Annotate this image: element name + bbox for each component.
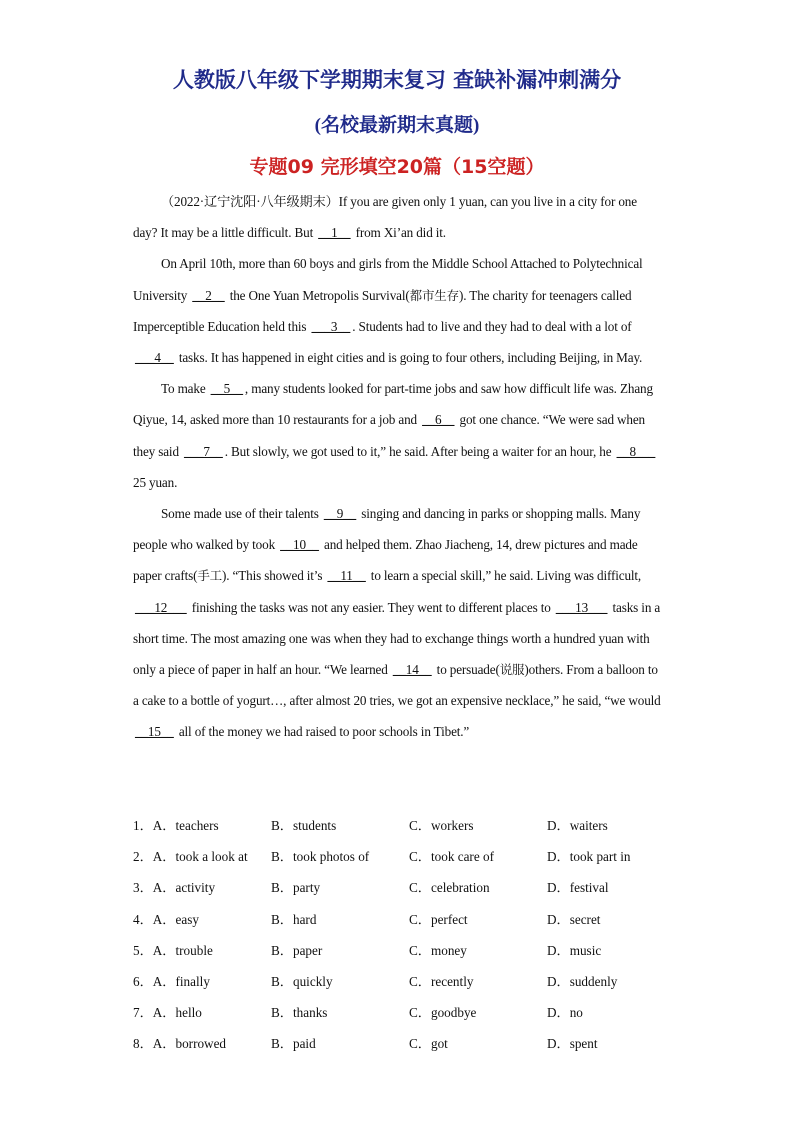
option: D．took part in — [547, 849, 631, 865]
option: D．spent — [547, 1036, 598, 1052]
question-row: 7．A．hello B．thanks C．goodbye D．no — [133, 996, 693, 1027]
option: B．thanks — [271, 1005, 328, 1021]
paragraph-3: To make __5__ , many students looked for part-time jobs and saw how difficult life was. Zhang Qiyue, 14, asked more than 10 restaurants for a job and __6__ got one chance. “We were sad when they said ___7__ . But slowly, we got used to it,” he said. After being a waiter for an hour, he __8___ 25 yuan. — [133, 381, 656, 490]
question-row: 3．A．activity B．party C．celebration D．festival — [133, 871, 693, 902]
option: C．perfect — [409, 911, 468, 927]
question-row: 4．A．easy B．hard C．perfect D．secret — [133, 903, 693, 934]
blank-5: __5__ — [210, 381, 243, 397]
paragraph-4: Some made use of their talents __9__ singing and dancing in parks or shopping malls. Many people who walked by took __10__ and helped them. Zhao Jiacheng, 14, drew pictures and made paper crafts(手工). “This showed it’s __11__ to learn a special skill,” he said. Living was difficult, ___12___ finishing the tasks was not any easier. They went to different places to ___13___ tasks in a short time. The most amazing one was when they had to exchange things worth a hundred yuan with only a piece of paper in half an hour. “We learned __14__ to persuade(说服)others. From a balloon to a cake to a bottle of yogurt…, after almost 20 tries, we got an expensive necklace,” he said, “we would __15__ all of the money we had raised to poor schools in Tibet.” — [133, 506, 661, 740]
question-row: 1．A．teachers B．students C．workers D．waiters — [133, 809, 693, 840]
question-row: 5．A．trouble B．paper C．money D．music — [133, 934, 693, 965]
option: C．got — [409, 1036, 448, 1052]
blank-14: __14__ — [392, 662, 432, 678]
blank-11: __11__ — [327, 568, 366, 584]
paragraph-1: （2022·辽宁沈阳·八年级期末）If you are given only 1 yuan, can you live in a city for one day? It may be a little difficult. But __1__ from Xi’an did it. — [133, 194, 637, 241]
option: C．money — [409, 942, 467, 958]
question-row: 8．A．borrowed B．paid C．got D．spent — [133, 1027, 693, 1058]
option: D．festival — [547, 880, 609, 896]
option: C．recently — [409, 974, 474, 990]
option: D．secret — [547, 911, 601, 927]
option: D．music — [547, 942, 602, 958]
option: D．waiters — [547, 818, 608, 834]
option: B．party — [271, 880, 321, 896]
option: C．workers — [409, 818, 474, 834]
option: B．hard — [271, 911, 317, 927]
option: B．quickly — [271, 974, 333, 990]
option: C．celebration — [409, 880, 490, 896]
option: B．paid — [271, 1036, 316, 1052]
blank-15: __15__ — [135, 724, 174, 740]
blank-3: ___3__ — [311, 318, 351, 334]
option: D．suddenly — [547, 974, 618, 990]
blank-7: ___7__ — [184, 443, 223, 459]
option: B．took photos of — [271, 849, 370, 865]
question-row: 6．A．finally B．quickly C．recently D．suddenly — [133, 965, 693, 996]
question-row: 2．A．took a look at B．took photos of C．took care of D．took part in — [133, 840, 693, 871]
paragraph-2: On April 10th, more than 60 boys and girls from the Middle School Attached to Polytechnical University __2__ the One Yuan Metropolis Survival(都市生存). The charity for teenagers called Imperceptible Education held this ___3__ . Students had to live and they had to deal with a lot of ___4__ tasks. It has happened in eight cities and is going to four others, including Beijing, in May. — [133, 256, 643, 366]
cloze-passage — [133, 186, 663, 748]
blank-12: ___12___ — [135, 599, 187, 615]
document-title: 人教版八年级下学期期末复习 查缺补漏冲刺满分 — [172, 68, 622, 92]
document-subtitle: (名校最新期末真题) — [314, 115, 480, 136]
blank-8: __8___ — [616, 443, 656, 459]
option: C．goodbye — [409, 1005, 477, 1021]
source-label: （2022·辽宁沈阳·八年级期末） — [161, 194, 339, 209]
blank-4: ___4__ — [135, 350, 174, 366]
option: B．students — [271, 818, 337, 834]
blank-9: __9__ — [323, 506, 357, 522]
option: D．no — [547, 1005, 583, 1021]
answer-options — [133, 809, 693, 1059]
option: B．paper — [271, 942, 323, 958]
blank-2: __2__ — [192, 287, 225, 303]
option: C．took care of — [409, 849, 494, 865]
blank-13: ___13___ — [555, 599, 608, 615]
blank-6: __6__ — [422, 412, 455, 428]
blank-10: __10__ — [280, 537, 319, 553]
blank-1: __1__ — [318, 225, 351, 241]
topic-heading: 专题09 完形填空20篇（15空题） — [249, 156, 545, 178]
